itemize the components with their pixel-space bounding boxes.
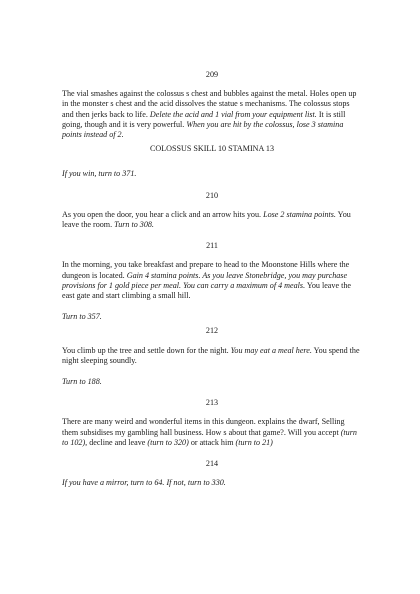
turn-link: Turn to 308. — [114, 220, 154, 230]
choice-attack: (turn to 21) — [235, 437, 273, 447]
text-run: In the morning, you take breakfast and prepare to head to the Moonstone Hills where the dungeon is located. — [62, 260, 350, 280]
monster-stats: COLOSSUS SKILL 10 STAMINA 13 — [149, 144, 275, 154]
text-run: or attack him — [188, 437, 236, 447]
instruction-text: Delete the acid and 1 vial from your equipment list. — [149, 109, 317, 119]
text-run: You climb up the tree and settle down for the night. — [62, 345, 231, 355]
page-content — [62, 70, 362, 499]
choice-decline: (turn to 320) — [147, 437, 189, 447]
text-run: You leave the east gate and start climbing a small hill. — [62, 280, 351, 301]
instruction-text: Gain 4 stamina points. As you leave Stonebridge, you may purchase provisions for 1 gold piece per meal. You can carry a maximum of 4 meals. — [62, 270, 348, 290]
section-212-turn: Turn to 188. — [62, 377, 102, 387]
section-number-214: 214 — [205, 459, 219, 469]
section-209-win: If you win, turn to 371. — [62, 169, 137, 179]
text-run: You leave the room. — [62, 209, 351, 230]
section-214-text: If you have a mirror, turn to 64. If not, turn to 330. — [62, 478, 226, 488]
section-211-turn: Turn to 357. — [62, 312, 102, 322]
section-number-212: 212 — [205, 326, 219, 336]
text-run: decline and leave — [87, 437, 148, 447]
section-209-text — [62, 89, 362, 140]
text-run: There are many weird and wonderful items in this dungeon. explains the dwarf, Selling them subsidises my gambling hall business. How s about that game?. Will you accept — [62, 417, 345, 437]
section-213-text — [62, 417, 362, 448]
instruction-text: When you are hit by the colossus, lose 3 stamina points instead of 2. — [62, 119, 344, 140]
section-211-text — [62, 260, 362, 301]
section-number-209: 209 — [205, 70, 219, 79]
text-run: You spend the night sleeping soundly. — [62, 345, 360, 365]
text-run: It is still going, though and it is very powerful. — [62, 109, 346, 129]
section-number-211: 211 — [206, 241, 218, 251]
instruction-text: You may eat a meal here. — [230, 345, 312, 355]
section-number-210: 210 — [205, 190, 219, 200]
choice-accept: (turn to 102), — [62, 427, 357, 447]
section-212-text — [62, 346, 362, 366]
text-run: The vial smashes against the colossus s chest and bubbles against the metal. Holes open up in the monster s chest and the acid dissolves the statue s mechanisms. The colossus stops and then jerks back to life. — [62, 89, 357, 119]
section-number-213: 213 — [205, 398, 219, 408]
text-run: As you open the door, you hear a click and an arrow hits you. — [62, 209, 264, 219]
instruction-text: Lose 2 stamina points. — [263, 209, 336, 219]
section-210-text — [62, 210, 362, 230]
